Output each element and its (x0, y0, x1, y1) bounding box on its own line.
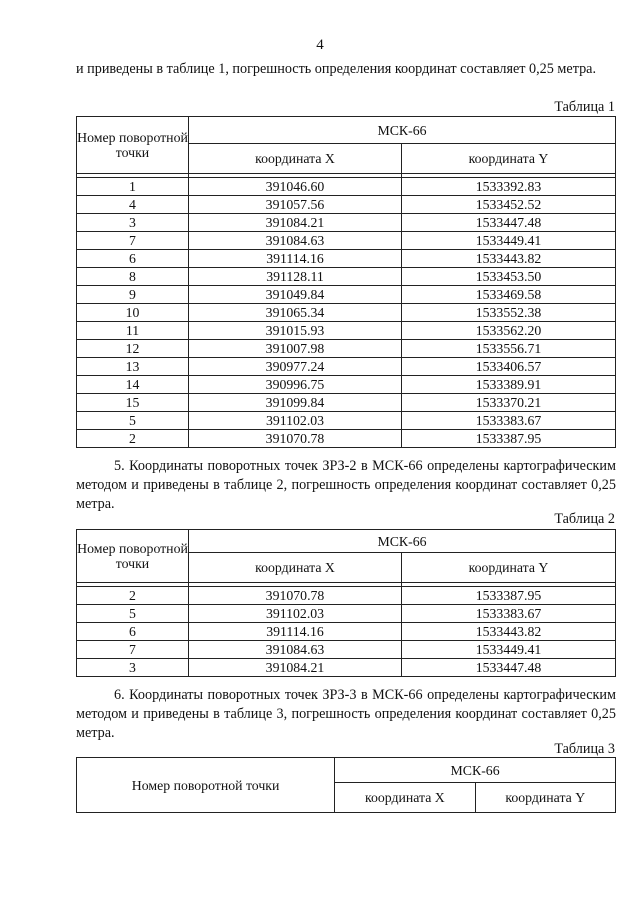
cell-coordinate-y: 1533370.21 (402, 394, 616, 412)
cell-point-number: 5 (77, 412, 189, 430)
cell-coordinate-y: 1533383.67 (402, 605, 616, 623)
cell-coordinate-y: 1533552.38 (402, 304, 616, 322)
cell-point-number: 1 (77, 178, 189, 196)
cell-coordinate-x: 390996.75 (189, 376, 402, 394)
header-point-number: Номер поворотной точки (77, 530, 189, 583)
cell-coordinate-y: 1533392.83 (402, 178, 616, 196)
cell-coordinate-y: 1533452.52 (402, 196, 616, 214)
cell-point-number: 4 (77, 196, 189, 214)
table-row (77, 623, 616, 641)
cell-coordinate-y: 1533449.41 (402, 641, 616, 659)
cell-point-number: 14 (77, 376, 189, 394)
paragraph-6: 6. Координаты поворотных точек ЗРЗ-3 в МСК-66 определены картографическим методом и приведены в таблице 3, погрешность определения координат составляет 0,25 метра. (76, 687, 616, 741)
header-coordinate-x: координата X (189, 553, 402, 583)
table-row (77, 232, 616, 250)
cell-coordinate-y: 1533443.82 (402, 250, 616, 268)
cell-coordinate-y: 1533387.95 (402, 430, 616, 448)
page-number: 4 (316, 37, 324, 53)
cell-coordinate-y: 1533387.95 (402, 587, 616, 605)
cell-coordinate-x: 391084.21 (189, 659, 402, 677)
cell-point-number: 13 (77, 358, 189, 376)
cell-point-number: 5 (77, 605, 189, 623)
table-3 (76, 757, 616, 813)
cell-coordinate-x: 390977.24 (189, 358, 402, 376)
table-row (77, 268, 616, 286)
table-row (77, 286, 616, 304)
table-row (77, 394, 616, 412)
table2-caption: Таблица 2 (554, 511, 615, 527)
table-row (77, 605, 616, 623)
header-point-number: Номер поворотной точки (77, 117, 189, 174)
cell-coordinate-y: 1533406.57 (402, 358, 616, 376)
cell-coordinate-x: 391046.60 (189, 178, 402, 196)
cell-coordinate-y: 1533389.91 (402, 376, 616, 394)
cell-coordinate-y: 1533556.71 (402, 340, 616, 358)
header-coordinate-y: координата Y (402, 144, 616, 174)
header-coordinate-system: МСК-66 (335, 758, 616, 783)
table-row (77, 430, 616, 448)
cell-coordinate-x: 391114.16 (189, 623, 402, 641)
header-coordinate-x: координата X (335, 783, 475, 813)
table-row (77, 376, 616, 394)
table-row (77, 340, 616, 358)
cell-point-number: 7 (77, 641, 189, 659)
cell-point-number: 3 (77, 659, 189, 677)
table3-caption: Таблица 3 (554, 741, 615, 757)
table1-caption: Таблица 1 (554, 99, 615, 115)
table-row (77, 358, 616, 376)
cell-coordinate-x: 391065.34 (189, 304, 402, 322)
cell-coordinate-y: 1533453.50 (402, 268, 616, 286)
table-row (77, 304, 616, 322)
cell-point-number: 6 (77, 250, 189, 268)
header-coordinate-y: координата Y (475, 783, 615, 813)
cell-coordinate-x: 391099.84 (189, 394, 402, 412)
intro-paragraph: и приведены в таблице 1, погрешность определения координат составляет 0,25 метра. (76, 61, 597, 77)
table-row (77, 322, 616, 340)
cell-coordinate-x: 391084.63 (189, 232, 402, 250)
cell-point-number: 6 (77, 623, 189, 641)
table-row (77, 412, 616, 430)
cell-coordinate-x: 391128.11 (189, 268, 402, 286)
cell-coordinate-y: 1533447.48 (402, 659, 616, 677)
table-row (77, 214, 616, 232)
header-coordinate-system: МСК-66 (189, 530, 616, 553)
cell-coordinate-x: 391070.78 (189, 587, 402, 605)
table-1 (76, 116, 616, 448)
header-coordinate-system: МСК-66 (189, 117, 616, 144)
cell-coordinate-x: 391007.98 (189, 340, 402, 358)
table-row (77, 659, 616, 677)
cell-point-number: 9 (77, 286, 189, 304)
table2-body (77, 587, 616, 677)
cell-coordinate-x: 391049.84 (189, 286, 402, 304)
cell-coordinate-x: 391084.63 (189, 641, 402, 659)
cell-point-number: 12 (77, 340, 189, 358)
cell-point-number: 7 (77, 232, 189, 250)
table1-body (77, 178, 616, 448)
cell-point-number: 15 (77, 394, 189, 412)
cell-point-number: 2 (77, 587, 189, 605)
cell-coordinate-y: 1533383.67 (402, 412, 616, 430)
cell-coordinate-y: 1533469.58 (402, 286, 616, 304)
cell-point-number: 2 (77, 430, 189, 448)
cell-coordinate-x: 391015.93 (189, 322, 402, 340)
cell-coordinate-y: 1533447.48 (402, 214, 616, 232)
cell-coordinate-x: 391084.21 (189, 214, 402, 232)
cell-coordinate-x: 391057.56 (189, 196, 402, 214)
cell-coordinate-y: 1533562.20 (402, 322, 616, 340)
cell-coordinate-x: 391114.16 (189, 250, 402, 268)
cell-coordinate-x: 391102.03 (189, 412, 402, 430)
cell-point-number: 8 (77, 268, 189, 286)
header-coordinate-y: координата Y (402, 553, 616, 583)
cell-coordinate-x: 391102.03 (189, 605, 402, 623)
table-row (77, 641, 616, 659)
header-coordinate-x: координата X (189, 144, 402, 174)
paragraph-5: 5. Координаты поворотных точек ЗРЗ-2 в МСК-66 определены картографическим методом и приведены в таблице 2, погрешность определения координат составляет 0,25 метра. (76, 458, 616, 512)
table-row (77, 178, 616, 196)
cell-coordinate-y: 1533449.41 (402, 232, 616, 250)
cell-coordinate-y: 1533443.82 (402, 623, 616, 641)
table-row (77, 587, 616, 605)
cell-coordinate-x: 391070.78 (189, 430, 402, 448)
table-row (77, 196, 616, 214)
cell-point-number: 11 (77, 322, 189, 340)
table-row (77, 250, 616, 268)
cell-point-number: 3 (77, 214, 189, 232)
table-2 (76, 529, 616, 677)
header-point-number: Номер поворотной точки (77, 758, 335, 813)
cell-point-number: 10 (77, 304, 189, 322)
